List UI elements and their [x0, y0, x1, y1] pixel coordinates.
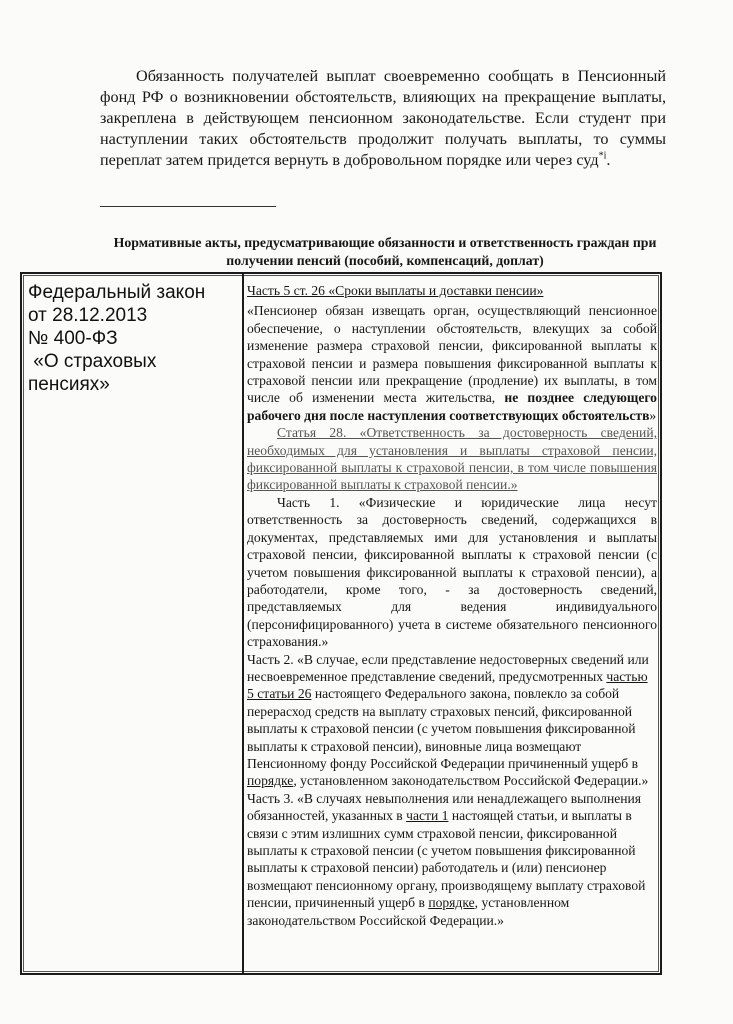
part5-header: Часть 5 ст. 26 «Сроки выплаты и доставки пенсии»	[247, 283, 544, 298]
part2-link: порядке	[247, 773, 294, 789]
article28-title: Статья 28. «Ответственность за достоверность сведений, необходимых для установления и выплаты страховой пенсии, фиксированной выплаты к страховой пенсии, в том числе повышения фиксированной выплаты к страховой пенсии.»	[247, 425, 657, 493]
table-column-divider	[242, 272, 244, 975]
part3-text: , установленном законодательством Российской Федерации.»	[247, 895, 570, 928]
intro-text: Обязанность получателей выплат своевременно сообщать в Пенсионный фонд РФ о возникновении обстоятельств, влияющих на прекращение выплаты, закреплена в действующем пенсионном законодательстве. Если студент при наступлении таких обстоятельств продолжит получать выплаты, то суммы переплат затем придется вернуть в добровольном порядке или через суд	[100, 67, 666, 169]
law-title-line: № 400-ФЗ	[28, 328, 118, 349]
part2-link: частью 5 статьи 26	[247, 668, 648, 702]
part2-paragraph	[247, 651, 657, 790]
part5-bold-text: не позднее следующего рабочего дня после наступления соответствующих обстоятельств	[247, 390, 657, 423]
part1-paragraph: Часть 1. «Физические и юридические лица несут ответственность за достоверность сведений, содержащихся в документах, представляемых ими для установления и выплаты страховой пенсии, фиксированной выплаты к страховой пенсии (с учетом повышения фиксированной выплаты к страховой пенсии), а работодатели, кроме того, - за достоверность сведений, представляемых для ведения индивидуального (персонифицированного) учета в системе обязательного пенсионного страхования.»	[247, 494, 657, 650]
part3-link: части 1	[406, 808, 449, 824]
part2-text: настоящего Федерального закона, повлекло за собой перерасход средств на выплату страховых пенсий, фиксированной выплаты к страховой пенсии (с учетом повышения фиксированной выплаты к страховой пенсии), виновные лица возмещают Пенсионному фонду Российской Федерации причиненный ущерб в	[247, 686, 639, 771]
footnote-mark: *i	[598, 150, 607, 162]
part5-text: «Пенсионер обязан извещать орган, осуществляющий пенсионное обеспечение, о наступлении обстоятельств, влекущих за собой изменение размера страховой пенсии, фиксированной выплаты к страховой пенсии и размера повышения фиксированной выплаты к страховой пенсии или прекращение (продление) их выплаты, в том числе об изменении места жительства,	[247, 303, 657, 406]
part3-paragraph	[247, 790, 657, 929]
law-title-line: пенсиях»	[28, 374, 110, 395]
table-heading: Нормативные акты, предусматривающие обязанности и ответственность граждан при получении пенсий (пособий, компенсаций, доплат)	[113, 235, 657, 268]
intro-paragraph	[100, 66, 666, 171]
part3-link: порядке	[428, 895, 475, 911]
part2-text: , установленном законодательством Российской Федерации.»	[293, 773, 649, 789]
part3-text: настоящей статьи, и выплаты в связи с этим излишних сумм страховой пенсии, фиксированной выплаты к страховой пенсии (с учетом повышения фиксированной выплаты к страховой пенсии) работодатель и (или) пенсионер возмещают пенсионному органу, производящему выплату страховой пенсии, причиненный ущерб в	[247, 808, 646, 911]
law-content-cell	[247, 282, 657, 929]
law-title-line: Федеральный закон	[28, 282, 206, 303]
intro-end: .	[606, 151, 611, 169]
footnote-separator	[100, 206, 276, 207]
part3-text: Часть 3. «В случаях невыполнения или ненадлежащего выполнения обязанностей, указанных в	[247, 790, 642, 824]
law-title-line: от 28.12.2013	[28, 305, 148, 326]
law-title-cell	[28, 281, 238, 396]
part5-paragraph	[247, 302, 657, 424]
part2-text: Часть 2. «В случае, если представление недостоверных сведений или несвоевременное представление сведений, предусмотренных	[247, 651, 649, 684]
law-title-line: «О страховых	[28, 351, 157, 372]
part5-end: »	[649, 407, 657, 423]
